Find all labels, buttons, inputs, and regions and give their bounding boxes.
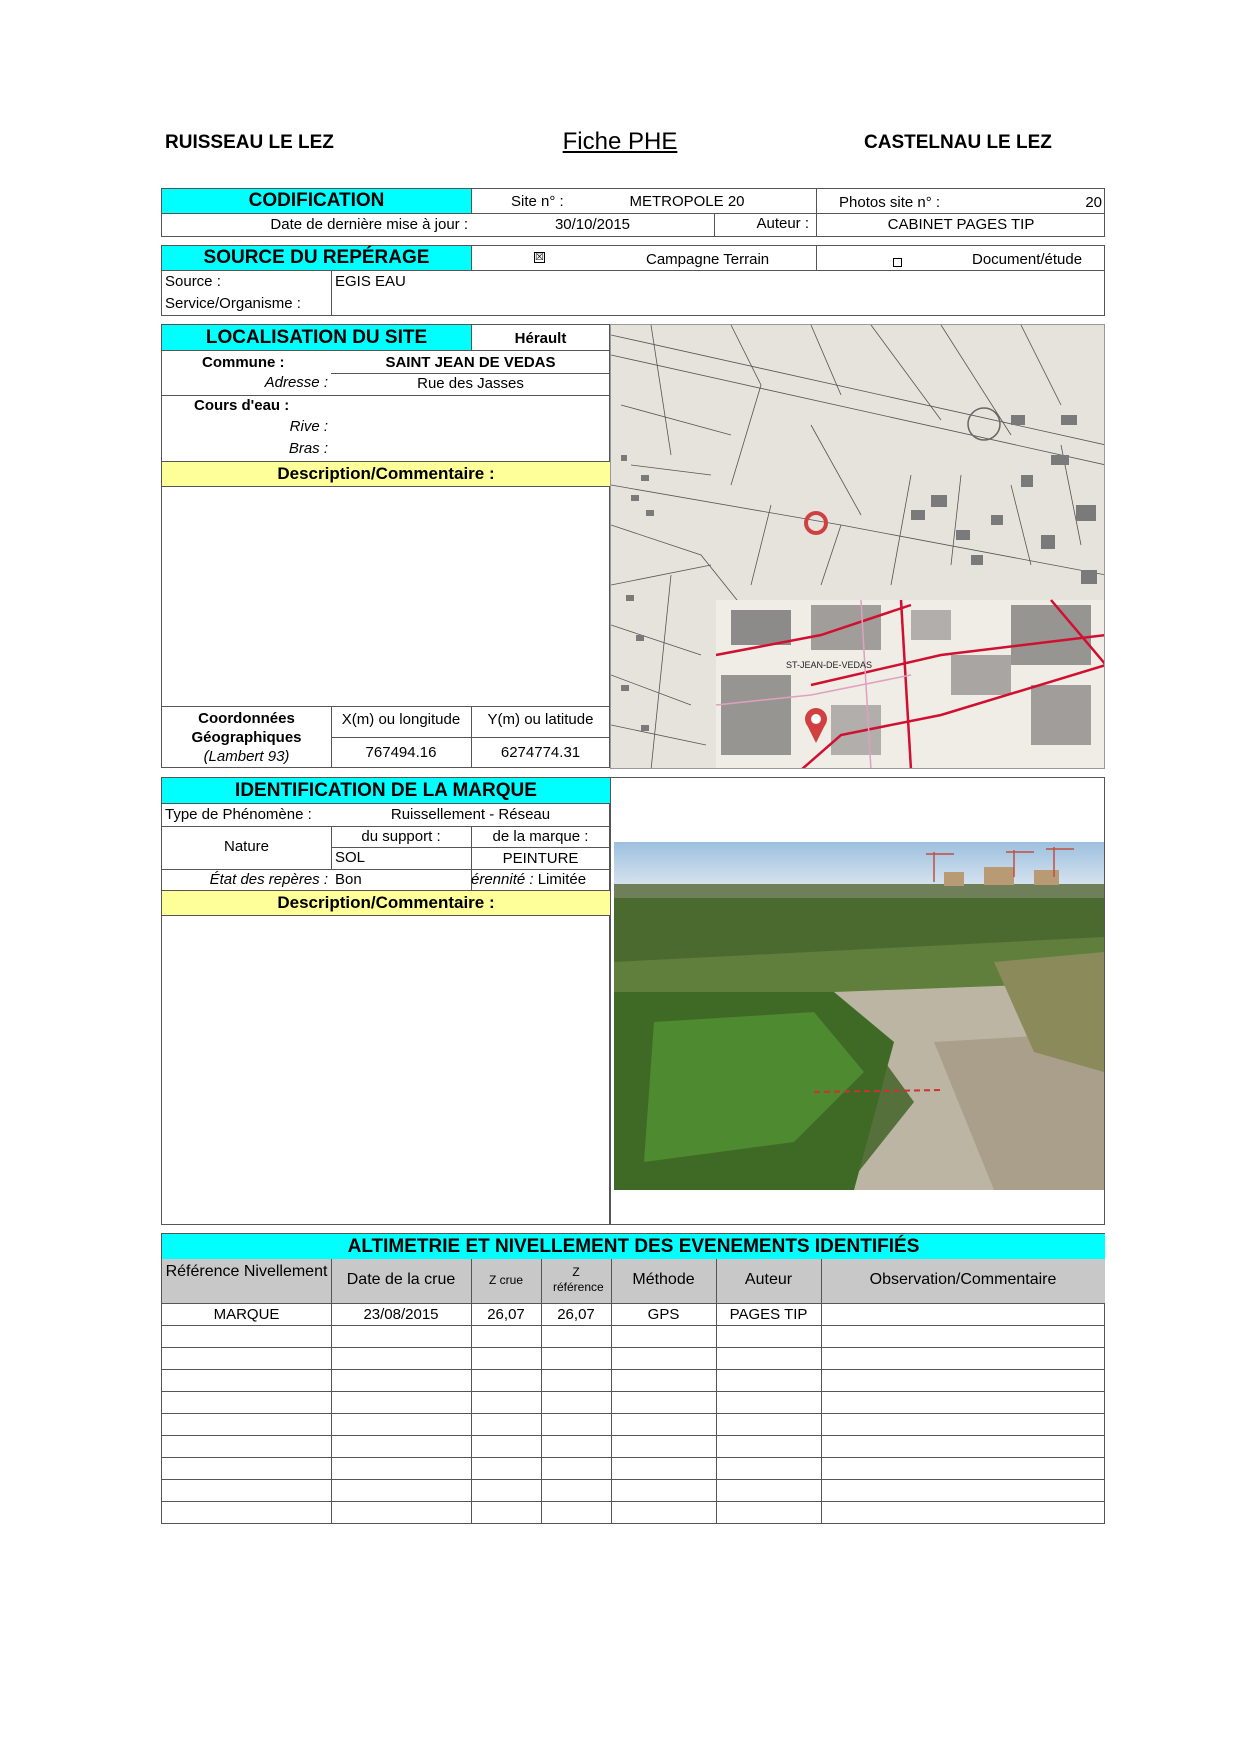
marque-value: PEINTURE [502, 850, 579, 867]
identification-desc-title: Description/Commentaire : [162, 890, 610, 916]
localisation-title: LOCALISATION DU SITE [162, 325, 472, 351]
inset-town-label: ST-JEAN-DE-VEDAS [786, 660, 873, 670]
cell-date: 23/08/2015 [363, 1306, 439, 1323]
checkbox-document-icon[interactable] [893, 258, 902, 267]
type-value: Ruissellement - Réseau [390, 806, 551, 823]
auteur-value: CABINET PAGES TIP [887, 216, 1035, 233]
photos-value: 20 [1085, 194, 1102, 211]
source-block [161, 245, 1105, 316]
site-label: Site n° : [511, 193, 564, 210]
cell-zref: 26,07 [557, 1306, 595, 1323]
etat-label: État des repères : [209, 871, 328, 888]
col-zref: Z référence [553, 1265, 604, 1294]
page-title: Fiche PHE [562, 128, 678, 155]
codification-block [161, 188, 1105, 237]
y-label: Y(m) ou latitude [487, 711, 594, 728]
x-label: X(m) ou longitude [341, 711, 461, 728]
cell-reference: MARQUE [213, 1306, 280, 1323]
coord-label-1: Coordonnées [198, 710, 295, 727]
site-value: METROPOLE 20 [629, 193, 745, 210]
river-name: RUISSEAU LE LEZ [165, 132, 334, 153]
commune-label: Commune : [202, 354, 285, 371]
perennite-value: Limitée [537, 871, 587, 888]
support-label: du support : [361, 828, 441, 845]
col-reference: Référence Nivellement [165, 1263, 328, 1280]
marque-label: de la marque : [492, 828, 589, 845]
support-value: SOL [335, 849, 366, 866]
inset-topo-map [716, 600, 1105, 769]
cell-zcrue: 26,07 [487, 1306, 525, 1323]
document-label: Document/étude [972, 251, 1083, 268]
x-value: 767494.16 [365, 744, 437, 761]
cadastral-map [611, 325, 1105, 769]
checkbox-campagne-icon[interactable]: ☒ [535, 252, 544, 263]
col-date: Date de la crue [346, 1271, 456, 1288]
commune-name: CASTELNAU LE LEZ [864, 132, 1052, 153]
campagne-label: Campagne Terrain [646, 251, 770, 268]
perennite-label: érennité : [471, 871, 534, 888]
type-label: Type de Phénomène : [165, 806, 312, 823]
codification-title: CODIFICATION [162, 189, 472, 214]
site-photo[interactable] [614, 842, 1104, 1190]
cours-label: Cours d'eau : [194, 397, 290, 414]
col-zcrue: Z crue [488, 1273, 523, 1287]
y-value: 6274774.31 [500, 744, 581, 761]
col-auteur: Auteur [744, 1271, 793, 1288]
localisation-desc-title: Description/Commentaire : [162, 461, 610, 487]
source-label: Source : [165, 273, 221, 290]
site-map[interactable] [610, 324, 1105, 769]
identification-block [161, 777, 610, 1225]
adresse-label: Adresse : [264, 374, 328, 391]
departement: Hérault [514, 330, 567, 347]
cell-auteur: PAGES TIP [729, 1306, 808, 1323]
bras-label: Bras : [288, 440, 328, 457]
adresse-value: Rue des Jasses [417, 375, 524, 392]
photos-label: Photos site n° : [839, 194, 941, 211]
coord-label-2: Géographiques [191, 729, 302, 746]
cell-methode: GPS [647, 1306, 680, 1323]
source-title: SOURCE DU REPÉRAGE [162, 246, 472, 271]
col-methode: Méthode [632, 1271, 695, 1288]
identification-title: IDENTIFICATION DE LA MARQUE [162, 778, 610, 804]
etat-value: Bon [335, 871, 362, 888]
photo-frame [610, 777, 1105, 1225]
source-value: EGIS EAU [335, 273, 406, 290]
rive-label: Rive : [289, 418, 328, 435]
service-label: Service/Organisme : [165, 295, 301, 312]
nature-label: Nature [223, 838, 270, 855]
altimetrie-title: ALTIMETRIE ET NIVELLEMENT DES EVENEMENTS IDENTIFIÉS [162, 1234, 1105, 1260]
col-observation: Observation/Commentaire [869, 1271, 1057, 1288]
commune-value: SAINT JEAN DE VEDAS [385, 354, 556, 371]
auteur-label: Auteur : [756, 215, 809, 232]
localisation-block [161, 324, 610, 768]
date-value: 30/10/2015 [554, 216, 631, 233]
date-label: Date de dernière mise à jour : [270, 216, 468, 233]
altimetrie-table [161, 1233, 1105, 1524]
coord-label-3: (Lambert 93) [203, 748, 290, 765]
